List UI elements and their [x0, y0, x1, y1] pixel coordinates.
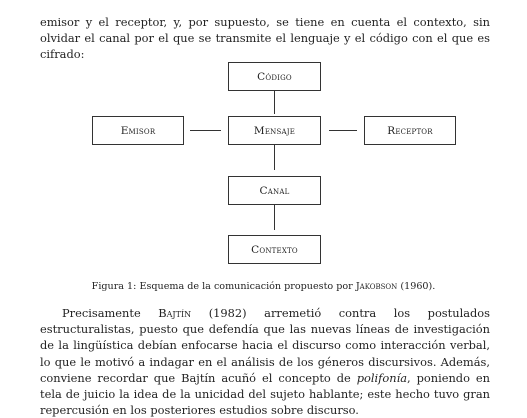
body-part1: Precisamente [62, 306, 159, 320]
body-paragraph [40, 305, 490, 418]
emisor-box: Emisor [92, 116, 184, 145]
codigo-connector [274, 91, 275, 114]
contexto-connector [274, 205, 275, 230]
canal-box: Canal [228, 176, 321, 205]
mensaje-box: Mensaje [228, 116, 321, 145]
emisor-connector [190, 130, 221, 131]
codigo-box: Código [228, 62, 321, 91]
intro-paragraph: emisor y el receptor, y, por supuesto, se tiene en cuenta el contexto, sin olvidar el canal por el que se transmite el lenguaje y el código con el que es cifrado: [40, 15, 490, 62]
body-part3: , poniendo en tela de juicio la idea de la unicidad del sujeto hablante; este hecho tuvo gran repercusión en los posteriores estudios sobre discurso. [40, 370, 490, 418]
contexto-box: Contexto [228, 235, 321, 264]
caption-prefix: Figura 1: Esquema de la comunicación propuesto por [91, 281, 356, 292]
canal-connector [274, 145, 275, 170]
body-author: Bajtín [158, 306, 192, 320]
body-term: polifonía [356, 370, 408, 385]
caption-author: Jakobson [355, 281, 398, 292]
caption-suffix: (1960). [397, 281, 436, 292]
figure-caption [0, 281, 527, 292]
body-part2: (1982) arremetió contra los postulados estructuralistas, puesto que defendía que las nuevas líneas de investigación de la lingüística debían enfocarse hacia el discurso como interacción verbal, lo que le motivó a indagar en el análisis de los géneros discursivos. Además, conviene recordar que Bajtín acuñó el concepto de [40, 306, 490, 385]
receptor-box: Receptor [364, 116, 456, 145]
receptor-connector [329, 130, 357, 131]
